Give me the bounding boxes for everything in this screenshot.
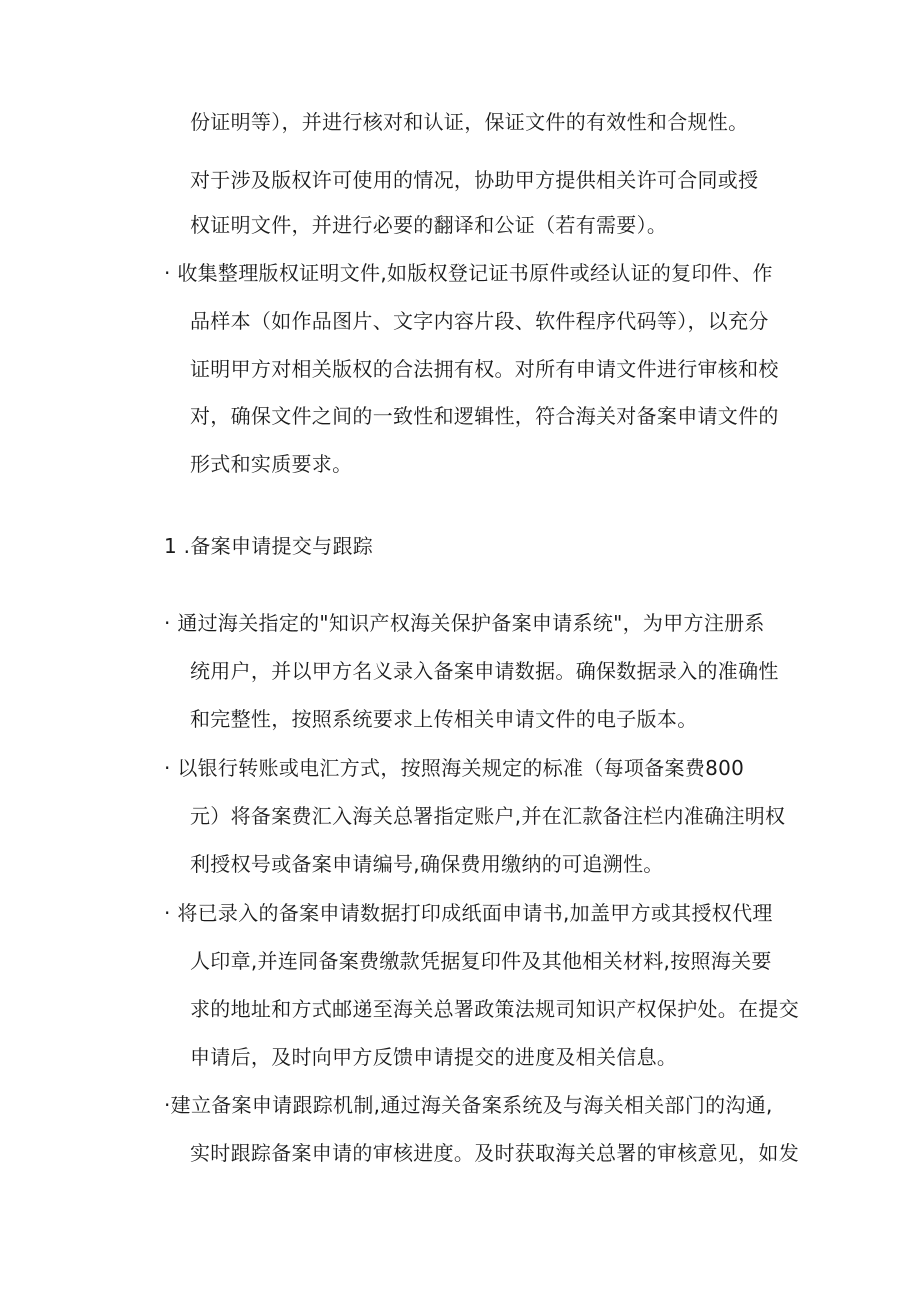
bullet-line: · 将已录入的备案申请数据打印成纸面申请书,加盖甲方或其授权代理: [164, 901, 773, 925]
text-line: 权证明文件，并进行必要的翻译和公证（若有需要）。: [190, 213, 668, 237]
text-line: 证明甲方对相关版权的合法拥有权。对所有申请文件进行审核和校: [190, 357, 779, 381]
text-line: 品样本（如作品图片、文字内容片段、软件程序代码等），以充分: [190, 309, 769, 333]
text-line: 人印章,并连同备案费缴款凭据复印件及其他相关材料,按照海关要: [190, 949, 772, 973]
text-line: 求的地址和方式邮递至海关总署政策法规司知识产权保护处。在提交: [190, 997, 799, 1021]
text-line: 份证明等），并进行核对和认证，保证文件的有效性和合规性。: [190, 110, 749, 134]
text-line: 实时跟踪备案申请的审核进度。及时获取海关总署的审核意见，如发: [190, 1141, 799, 1165]
bullet-line: · 收集整理版权证明文件,如版权登记证书原件或经认证的复印件、作: [164, 261, 773, 285]
text-line: 对，确保文件之间的一致性和逻辑性，符合海关对备案申请文件的: [190, 404, 779, 428]
section-heading: 1 .备案申请提交与跟踪: [164, 534, 374, 558]
text-line: 申请后，及时向甲方反馈申请提交的进度及相关信息。: [190, 1045, 678, 1069]
text-line: 和完整性，按照系统要求上传相关申请文件的电子版本。: [190, 707, 698, 731]
text-line: 元）将备案费汇入海关总署指定账户,并在汇款备注栏内准确注明权: [190, 804, 786, 828]
bullet-line: · 通过海关指定的"知识产权海关保护备案申请系统"，为甲方注册系: [164, 611, 765, 635]
text-line: 对于涉及版权许可使用的情况，协助甲方提供相关许可合同或授: [190, 168, 759, 192]
bullet-line: ·建立备案申请跟踪机制,通过海关备案系统及与海关相关部门的沟通,: [164, 1093, 773, 1117]
text-line: 形式和实质要求。: [190, 452, 353, 476]
bullet-line: · 以银行转账或电汇方式，按照海关规定的标准（每项备案费800: [164, 756, 745, 780]
text-line: 统用户，并以甲方名义录入备案申请数据。确保数据录入的准确性: [190, 659, 779, 683]
text-line: 利授权号或备案申请编号,确保费用缴纳的可追溯性。: [190, 852, 664, 876]
